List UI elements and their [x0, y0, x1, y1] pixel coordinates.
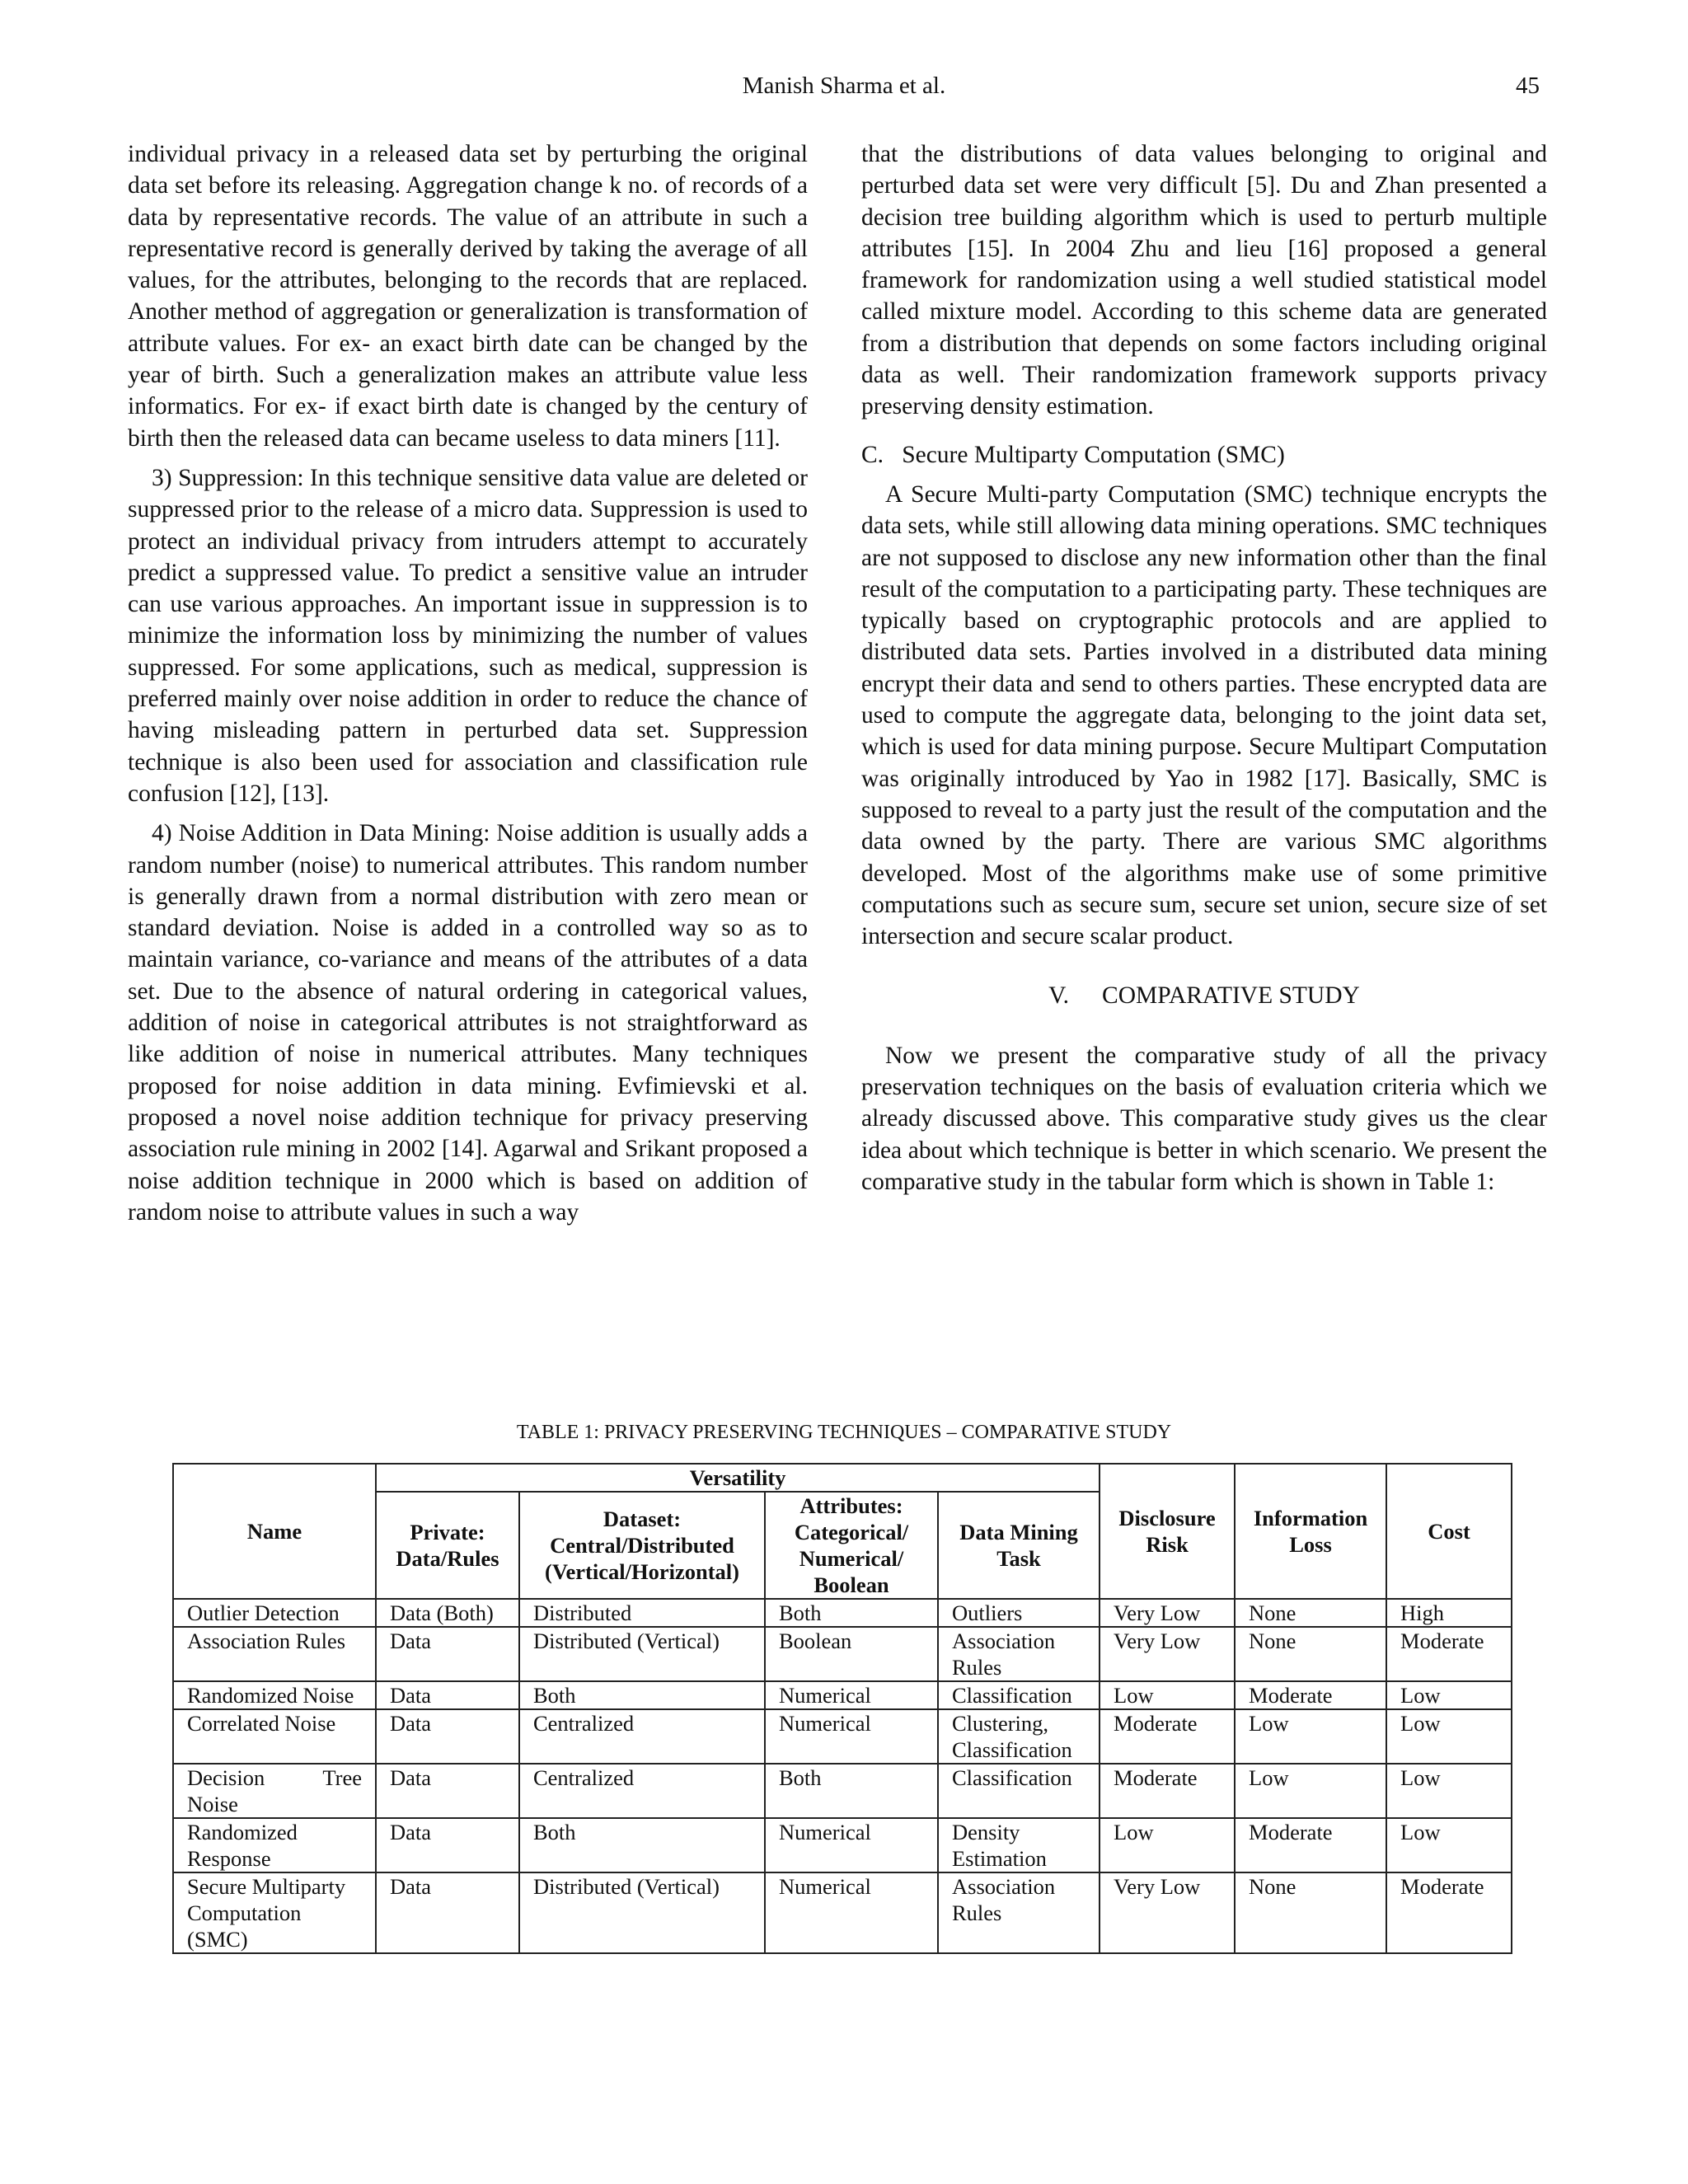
cell-cost: Moderate	[1386, 1872, 1512, 1953]
header-attributes: Attributes: Categorical/ Numerical/ Boolean	[765, 1492, 938, 1599]
cell-disclosure: Very Low	[1100, 1627, 1235, 1681]
cell-dataset: Centralized	[519, 1764, 765, 1818]
section-title: COMPARATIVE STUDY	[1102, 982, 1360, 1010]
page-number: 45	[1516, 73, 1540, 99]
subsection-heading-smc	[861, 439, 1547, 471]
subsection-title: Secure Multiparty Computation (SMC)	[902, 441, 1285, 468]
cell-loss: None	[1235, 1872, 1386, 1953]
cell-attributes: Numerical	[765, 1709, 938, 1764]
table-row	[173, 1599, 1512, 1627]
comparison-table	[172, 1463, 1512, 1954]
subsection-label: C.	[861, 441, 884, 468]
cell-name: Outlier Detection	[173, 1599, 376, 1627]
table-caption: TABLE 1: PRIVACY PRESERVING TECHNIQUES – COMPARATIVE STUDY	[516, 1422, 1172, 1443]
cell-private: Data	[376, 1681, 519, 1709]
section-number: V.	[1048, 982, 1070, 1010]
cell-name: Association Rules	[173, 1627, 376, 1681]
cell-name: Secure Multiparty Computation (SMC)	[173, 1872, 376, 1953]
header-dataset: Dataset: Central/Distributed (Vertical/Horizontal)	[519, 1492, 765, 1599]
cell-loss: Low	[1235, 1764, 1386, 1818]
cell-cost: Moderate	[1386, 1627, 1512, 1681]
cell-dataset: Both	[519, 1681, 765, 1709]
left-paragraph-1: individual privacy in a released data set by perturbing the original data set before its releasing. Aggregation change k no. of records of a data by representative records. The value of an attribute in such a representative record is generally derived by taking the average of all values, for the attributes, belonging to the records that are replaced. Another method of aggregation or generalization is transformation of attribute values. For ex- an exact birth date can be changed by the year of birth. Such a generalization makes an attribute value less informatics. For ex- if exact birth date is changed by the century of birth then the released data can became useless to data miners [11].	[128, 141, 808, 452]
running-head-author: Manish Sharma et al.	[742, 73, 946, 99]
cell-private: Data	[376, 1627, 519, 1681]
cell-disclosure: Very Low	[1100, 1872, 1235, 1953]
cell-attributes: Numerical	[765, 1818, 938, 1872]
cell-task: Outliers	[938, 1599, 1100, 1627]
cell-cost: Low	[1386, 1709, 1512, 1764]
cell-name: Randomized Response	[173, 1818, 376, 1872]
page-header	[0, 73, 1688, 114]
right-column	[861, 138, 1547, 1206]
cell-attributes: Numerical	[765, 1872, 938, 1953]
cell-loss: Low	[1235, 1709, 1386, 1764]
cell-disclosure: Moderate	[1100, 1709, 1235, 1764]
right-paragraph-1: that the distributions of data values belonging to original and perturbed data set were very difficult [5]. Du and Zhan presented a decision tree building algorithm which is used to perturb multiple attributes [15]. In 2004 Zhu and lieu [16] proposed a general framework for randomization using a well studied statistical model called mixture model. According to this scheme data are generated from a distribution that depends on some factors including original data as well. Their randomization framework supports privacy preserving density estimation.	[861, 141, 1547, 420]
header-information-loss: Information Loss	[1235, 1464, 1386, 1599]
cell-dataset: Centralized	[519, 1709, 765, 1764]
header-cost: Cost	[1386, 1464, 1512, 1599]
table-row	[173, 1872, 1512, 1953]
table-row	[173, 1627, 1512, 1681]
cell-cost: Low	[1386, 1681, 1512, 1709]
cell-name: Correlated Noise	[173, 1709, 376, 1764]
cell-private: Data	[376, 1872, 519, 1953]
cell-attributes: Both	[765, 1764, 938, 1818]
noise-addition-paragraph: 4) Noise Addition in Data Mining: Noise addition is usually adds a random number (noise) to numerical attributes. This random number is generally drawn from a normal distribution with zero mean or standard deviation. Noise is added in a controlled way so as to maintain variance, co-variance and means of the attributes of a data set. Due to the absence of natural ordering in categorical values, addition of noise in categorical attributes is not straightforward as like addition of noise in numerical attributes. Many techniques proposed for noise addition in data mining. Evfimievski et al. proposed a novel noise addition technique for privacy preserving association rule mining in 2002 [14]. Agarwal and Srikant proposed a noise addition technique in 2000 which is based on addition of random noise to attribute values in such a way	[128, 820, 808, 1226]
cell-private: Data	[376, 1764, 519, 1818]
cell-attributes: Boolean	[765, 1627, 938, 1681]
section-heading-comparative-study	[861, 980, 1547, 1011]
cell-name: Decision Tree Noise	[173, 1764, 376, 1818]
cell-disclosure: Very Low	[1100, 1599, 1235, 1627]
header-versatility: Versatility	[376, 1464, 1100, 1492]
cell-loss: None	[1235, 1599, 1386, 1627]
cell-task: Association Rules	[938, 1627, 1100, 1681]
cell-dataset: Distributed	[519, 1599, 765, 1627]
left-column	[128, 138, 808, 1236]
cell-name: Randomized Noise	[173, 1681, 376, 1709]
cell-task: Association Rules	[938, 1872, 1100, 1953]
table-row	[173, 1764, 1512, 1818]
cell-attributes: Both	[765, 1599, 938, 1627]
table-row	[173, 1818, 1512, 1872]
header-data-mining-task: Data Mining Task	[938, 1492, 1100, 1599]
cell-private: Data (Both)	[376, 1599, 519, 1627]
cell-cost: Low	[1386, 1764, 1512, 1818]
cell-cost: High	[1386, 1599, 1512, 1627]
cell-task: Clustering, Classification	[938, 1709, 1100, 1764]
cell-cost: Low	[1386, 1818, 1512, 1872]
header-disclosure-risk: Disclosure Risk	[1100, 1464, 1235, 1599]
cell-attributes: Numerical	[765, 1681, 938, 1709]
cell-disclosure: Low	[1100, 1818, 1235, 1872]
header-name: Name	[173, 1464, 376, 1599]
cell-private: Data	[376, 1709, 519, 1764]
cell-dataset: Distributed (Vertical)	[519, 1627, 765, 1681]
cell-disclosure: Moderate	[1100, 1764, 1235, 1818]
cell-disclosure: Low	[1100, 1681, 1235, 1709]
cell-task: Classification	[938, 1764, 1100, 1818]
cell-dataset: Distributed (Vertical)	[519, 1872, 765, 1953]
cell-private: Data	[376, 1818, 519, 1872]
cell-dataset: Both	[519, 1818, 765, 1872]
suppression-paragraph: 3) Suppression: In this technique sensitive data value are deleted or suppressed prior to the release of a micro data. Suppression is used to protect an individual privacy from intruders attempt to accurately predict a suppressed value. To predict a sensitive value an intruder can use various approaches. An important issue in suppression is to minimize the information loss by minimizing the number of values suppressed. For some applications, such as medical, suppression is preferred mainly over noise addition in order to reduce the chance of having misleading pattern in perturbed data set. Suppression technique is also been used for association and classification rule confusion [12], [13].	[128, 464, 808, 807]
cell-task: Classification	[938, 1681, 1100, 1709]
smc-paragraph: A Secure Multi-party Computation (SMC) technique encrypts the data sets, while still allowing data mining operations. SMC techniques are not supposed to disclose any new information other than the final result of the computation to a participating party. These techniques are typically based on cryptographic protocols and are applied to distributed data sets. Parties involved in a distributed data mining encrypt their data and send to others parties. These encrypted data are used to compute the aggregate data, belonging to the joint data set, which is used for data mining purpose. Secure Multipart Computation was originally introduced by Yao in 1982 [17]. Basically, SMC is supposed to reveal to a party just the result of the computation and the data owned by the party. There are various SMC algorithms developed. Most of the algorithms make use of some primitive computations such as secure sum, secure set union, secure size of set intersection and secure scalar product.	[861, 480, 1547, 950]
cell-task: Density Estimation	[938, 1818, 1100, 1872]
cell-loss: Moderate	[1235, 1818, 1386, 1872]
table-row	[173, 1681, 1512, 1709]
header-private: Private: Data/Rules	[376, 1492, 519, 1599]
cell-loss: None	[1235, 1627, 1386, 1681]
cell-loss: Moderate	[1235, 1681, 1386, 1709]
table-row	[173, 1709, 1512, 1764]
comparative-study-paragraph: Now we present the comparative study of all the privacy preservation techniques on the basis of evaluation criteria which we already discussed above. This comparative study gives us the clear idea about which technique is better in which scenario. We present the comparative study in the tabular form which is shown in Table 1:	[861, 1042, 1547, 1195]
